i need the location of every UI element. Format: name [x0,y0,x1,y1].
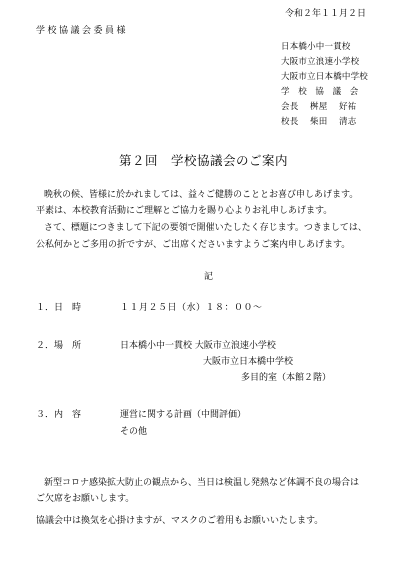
sender-line: 日本橋小中一貫校 [281,42,351,52]
body-line: 平素は、本校教育活動にご理解とご協力を賜り心よりお礼申しあげます。 [36,206,333,216]
item-label: ３．内 容 [36,410,82,420]
sender-line: 学 校 協 議 会 [281,87,362,97]
body-line: 公私何かとご多用の折ですが、ご出席くださいますようご案内申しあげます。 [36,240,351,250]
note-line: 新型コロナ感染拡大防止の観点から、当日は検温し発熱など体調不良の場合は [44,478,360,488]
item-value: 多目的室（本館２階） [241,373,332,383]
item-value: １１月２５日（水）１８：００～ [120,303,263,313]
body-line: さて、標題につきまして下記の要領で開催いたしたく存じます。つきましては、 [44,223,367,233]
note-line: 協議会中は換気を心掛けますが、マスクのご着用もお願いいたします。 [36,516,324,526]
item-label: ２．場 所 [36,341,82,351]
ki-heading: 記 [204,272,214,282]
item-label: １．日 時 [36,303,82,313]
item-value: 運営に関する計画（中間評価） [120,410,247,420]
sender-line: 校長 柴田 清志 [281,117,357,127]
sender-line: 会長 桝屋 好祐 [281,102,357,112]
sender-line: 大阪市立日本橋中学校 [281,72,369,82]
letter-date: 令和２年１１月２日 [285,9,367,19]
item-value: その他 [120,427,148,437]
sender-line: 大阪市立浪速小学校 [281,57,360,67]
note-line: ご欠席をお願いします。 [36,494,135,504]
body-line: 晩秋の候、皆様に於かれましては、益々ご健勝のこととお喜び申しあげます。 [44,190,359,200]
item-value: 大阪市立日本橋中学校 [203,357,294,367]
recipient: 学校協議会委員様 [36,26,129,36]
item-value: 日本橋小中一貫校 大阪市立浪速小学校 [120,341,276,351]
document-title: 第２回 学校協議会のご案内 [119,153,289,168]
